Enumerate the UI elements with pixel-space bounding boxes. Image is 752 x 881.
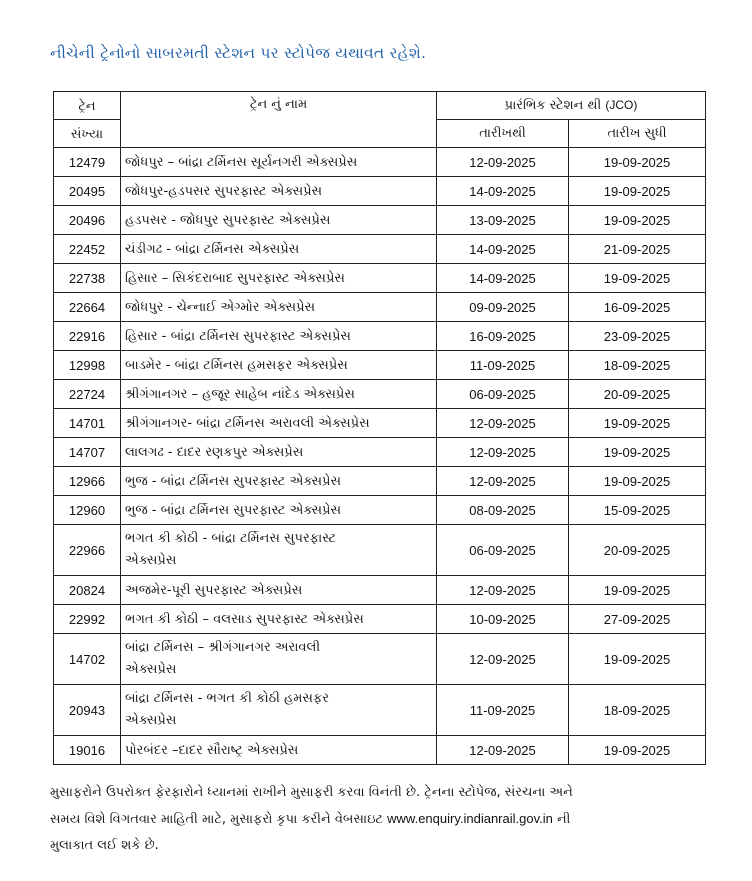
train-number: 14702 — [54, 634, 121, 685]
from-date: 08-09-2025 — [437, 496, 569, 525]
footer-line-3: મુલાકાત લઈ શકે છે. — [50, 838, 159, 853]
train-name: હડપસર - જોધપુર સુપરફાસ્ટ એક્સપ્રેસ — [121, 206, 437, 235]
to-date: 19-09-2025 — [569, 576, 706, 605]
to-date: 19-09-2025 — [569, 264, 706, 293]
table-row — [54, 322, 706, 351]
header-to-date: તારીખ સુધી — [569, 120, 706, 148]
to-date: 19-09-2025 — [569, 409, 706, 438]
table-row — [54, 235, 706, 264]
train-number: 14701 — [54, 409, 121, 438]
train-name: બાડમેર - બાંદ્રા ટર્મિનસ હમસફર એક્સપ્રેસ — [121, 351, 437, 380]
train-name: પોરબંદર –દાદર સૌરાષ્ટ્ર એક્સપ્રેસ — [121, 736, 437, 765]
table-row — [54, 685, 706, 736]
train-name: ભગત કી કોઠી – વલસાડ સુપરફાસ્ટ એક્સપ્રેસ — [121, 605, 437, 634]
table-row — [54, 293, 706, 322]
header-train-no-line1: ટ્રેન — [54, 92, 121, 120]
train-name: હિસાર - બાંદ્રા ટર્મિનસ સુપરફાસ્ટ એક્સપ્રેસ — [121, 322, 437, 351]
from-date: 12-09-2025 — [437, 736, 569, 765]
train-number: 20496 — [54, 206, 121, 235]
train-name-line-1: બાંદ્રા ટર્મિનસ - ભગત કી કોઠી હમસફર — [125, 691, 329, 706]
to-date: 19-09-2025 — [569, 736, 706, 765]
from-date: 14-09-2025 — [437, 235, 569, 264]
table-row — [54, 576, 706, 605]
to-date: 18-09-2025 — [569, 351, 706, 380]
from-date: 12-09-2025 — [437, 438, 569, 467]
to-date: 19-09-2025 — [569, 438, 706, 467]
train-number: 22916 — [54, 322, 121, 351]
train-name-line-2: એક્સપ્રેસ — [125, 553, 177, 568]
from-date: 16-09-2025 — [437, 322, 569, 351]
to-date: 23-09-2025 — [569, 322, 706, 351]
from-date: 06-09-2025 — [437, 525, 569, 576]
train-table — [53, 91, 706, 765]
from-date: 12-09-2025 — [437, 409, 569, 438]
header-from-date: તારીખથી — [437, 120, 569, 148]
table-row — [54, 525, 706, 576]
from-date: 12-09-2025 — [437, 634, 569, 685]
table-row — [54, 736, 706, 765]
to-date: 20-09-2025 — [569, 380, 706, 409]
from-date: 10-09-2025 — [437, 605, 569, 634]
header-start-station-label: પ્રારંભિક સ્ટેશન થી — [504, 98, 602, 113]
from-date: 14-09-2025 — [437, 177, 569, 206]
train-name — [121, 525, 437, 576]
train-number: 19016 — [54, 736, 121, 765]
table-row — [54, 351, 706, 380]
to-date: 19-09-2025 — [569, 634, 706, 685]
from-date: 12-09-2025 — [437, 148, 569, 177]
footer-line-2 — [50, 806, 720, 833]
to-date: 20-09-2025 — [569, 525, 706, 576]
train-name-line-2: એક્સપ્રેસ — [125, 662, 177, 677]
train-name: જોધપુર-હડપસર સુપરફાસ્ટ એક્સપ્રેસ — [121, 177, 437, 206]
from-date: 13-09-2025 — [437, 206, 569, 235]
footer-note — [50, 780, 720, 859]
train-number: 20824 — [54, 576, 121, 605]
train-name-line-1: બાંદ્રા ટર્મિનસ – શ્રીગંગાનગર અરાવલી — [125, 640, 321, 655]
train-name: ચંડીગઢ - બાંદ્રા ટર્મિનસ એક્સપ્રેસ — [121, 235, 437, 264]
train-number: 20495 — [54, 177, 121, 206]
header-train-name: ટ્રેન નું નામ — [121, 92, 437, 148]
from-date: 12-09-2025 — [437, 467, 569, 496]
train-number: 14707 — [54, 438, 121, 467]
from-date: 06-09-2025 — [437, 380, 569, 409]
table-row — [54, 496, 706, 525]
to-date: 19-09-2025 — [569, 206, 706, 235]
from-date: 11-09-2025 — [437, 351, 569, 380]
from-date: 09-09-2025 — [437, 293, 569, 322]
train-number: 12998 — [54, 351, 121, 380]
train-number: 22966 — [54, 525, 121, 576]
header-start-station — [437, 92, 706, 120]
train-name: જોધપુર - ચેન્નાઈ એગ્મોર એક્સપ્રેસ — [121, 293, 437, 322]
train-number: 12960 — [54, 496, 121, 525]
table-row — [54, 264, 706, 293]
table-row — [54, 380, 706, 409]
table-row — [54, 467, 706, 496]
train-number: 20943 — [54, 685, 121, 736]
to-date: 21-09-2025 — [569, 235, 706, 264]
table-row — [54, 148, 706, 177]
table-row — [54, 438, 706, 467]
train-number: 22452 — [54, 235, 121, 264]
to-date: 16-09-2025 — [569, 293, 706, 322]
notice-heading: નીચેની ટ્રેનોનો સાબરમતી સ્ટેશન પર સ્ટોપેજ યથાવત રહેશે. — [50, 44, 427, 62]
from-date: 11-09-2025 — [437, 685, 569, 736]
to-date: 27-09-2025 — [569, 605, 706, 634]
train-name — [121, 634, 437, 685]
table-row — [54, 177, 706, 206]
train-name: શ્રીગંગાનગર – હજૂર સાહેબ નાંદેડ એક્સપ્રેસ — [121, 380, 437, 409]
header-train-no-line2: સંખ્યા — [54, 120, 121, 148]
train-number: 12966 — [54, 467, 121, 496]
table-row — [54, 409, 706, 438]
footer-line-2-end: ની — [552, 812, 571, 827]
header-start-station-code: (JCO) — [605, 98, 638, 112]
footer-line-1: મુસાફરોને ઉપરોક્ત ફેરફારોને ધ્યાનમાં રાખીને મુસાફરી કરવા વિનંતી છે. ટ્રેનના સ્ટોપેજ, સંરચના અને — [50, 785, 573, 800]
train-name — [121, 685, 437, 736]
train-number: 22738 — [54, 264, 121, 293]
train-name: શ્રીગંગાનગર- બાંદ્રા ટર્મિનસ અરાવલી એક્સપ્રેસ — [121, 409, 437, 438]
to-date: 19-09-2025 — [569, 148, 706, 177]
train-name-line-1: ભગત કી કોઠી - બાંદ્રા ટર્મિનસ સુપરફાસ્ટ — [125, 531, 337, 546]
train-number: 22724 — [54, 380, 121, 409]
train-number: 22992 — [54, 605, 121, 634]
from-date: 14-09-2025 — [437, 264, 569, 293]
table-row — [54, 206, 706, 235]
footer-line-2-text: સમય વિશે વિગતવાર માહિતી માટે, મુસાફરો કૃપા કરીને વેબસાઇટ — [50, 812, 388, 827]
train-number: 22664 — [54, 293, 121, 322]
to-date: 19-09-2025 — [569, 177, 706, 206]
train-name-line-2: એક્સપ્રેસ — [125, 713, 177, 728]
train-number: 12479 — [54, 148, 121, 177]
train-name: ભુજ - બાંદ્રા ટર્મિનસ સુપરફાસ્ટ એક્સપ્રેસ — [121, 467, 437, 496]
to-date: 19-09-2025 — [569, 467, 706, 496]
table-row — [54, 634, 706, 685]
train-rows — [54, 148, 706, 765]
train-name: અજમેર-પૂરી સુપરફાસ્ટ એક્સપ્રેસ — [121, 576, 437, 605]
table-row — [54, 605, 706, 634]
train-name: જોધપુર – બાંદ્રા ટર્મિનસ સૂર્યનગરી એક્સપ્રેસ — [121, 148, 437, 177]
website-url: www.enquiry.indianrail.gov.in — [387, 811, 553, 826]
train-name: હિસાર – સિકંદરાબાદ સુપરફાસ્ટ એક્સપ્રેસ — [121, 264, 437, 293]
from-date: 12-09-2025 — [437, 576, 569, 605]
to-date: 18-09-2025 — [569, 685, 706, 736]
train-name: લાલગઢ - દાદર રણકપુર એક્સપ્રેસ — [121, 438, 437, 467]
train-name: ભુજ - બાંદ્રા ટર્મિનસ સુપરફાસ્ટ એક્સપ્રેસ — [121, 496, 437, 525]
to-date: 15-09-2025 — [569, 496, 706, 525]
